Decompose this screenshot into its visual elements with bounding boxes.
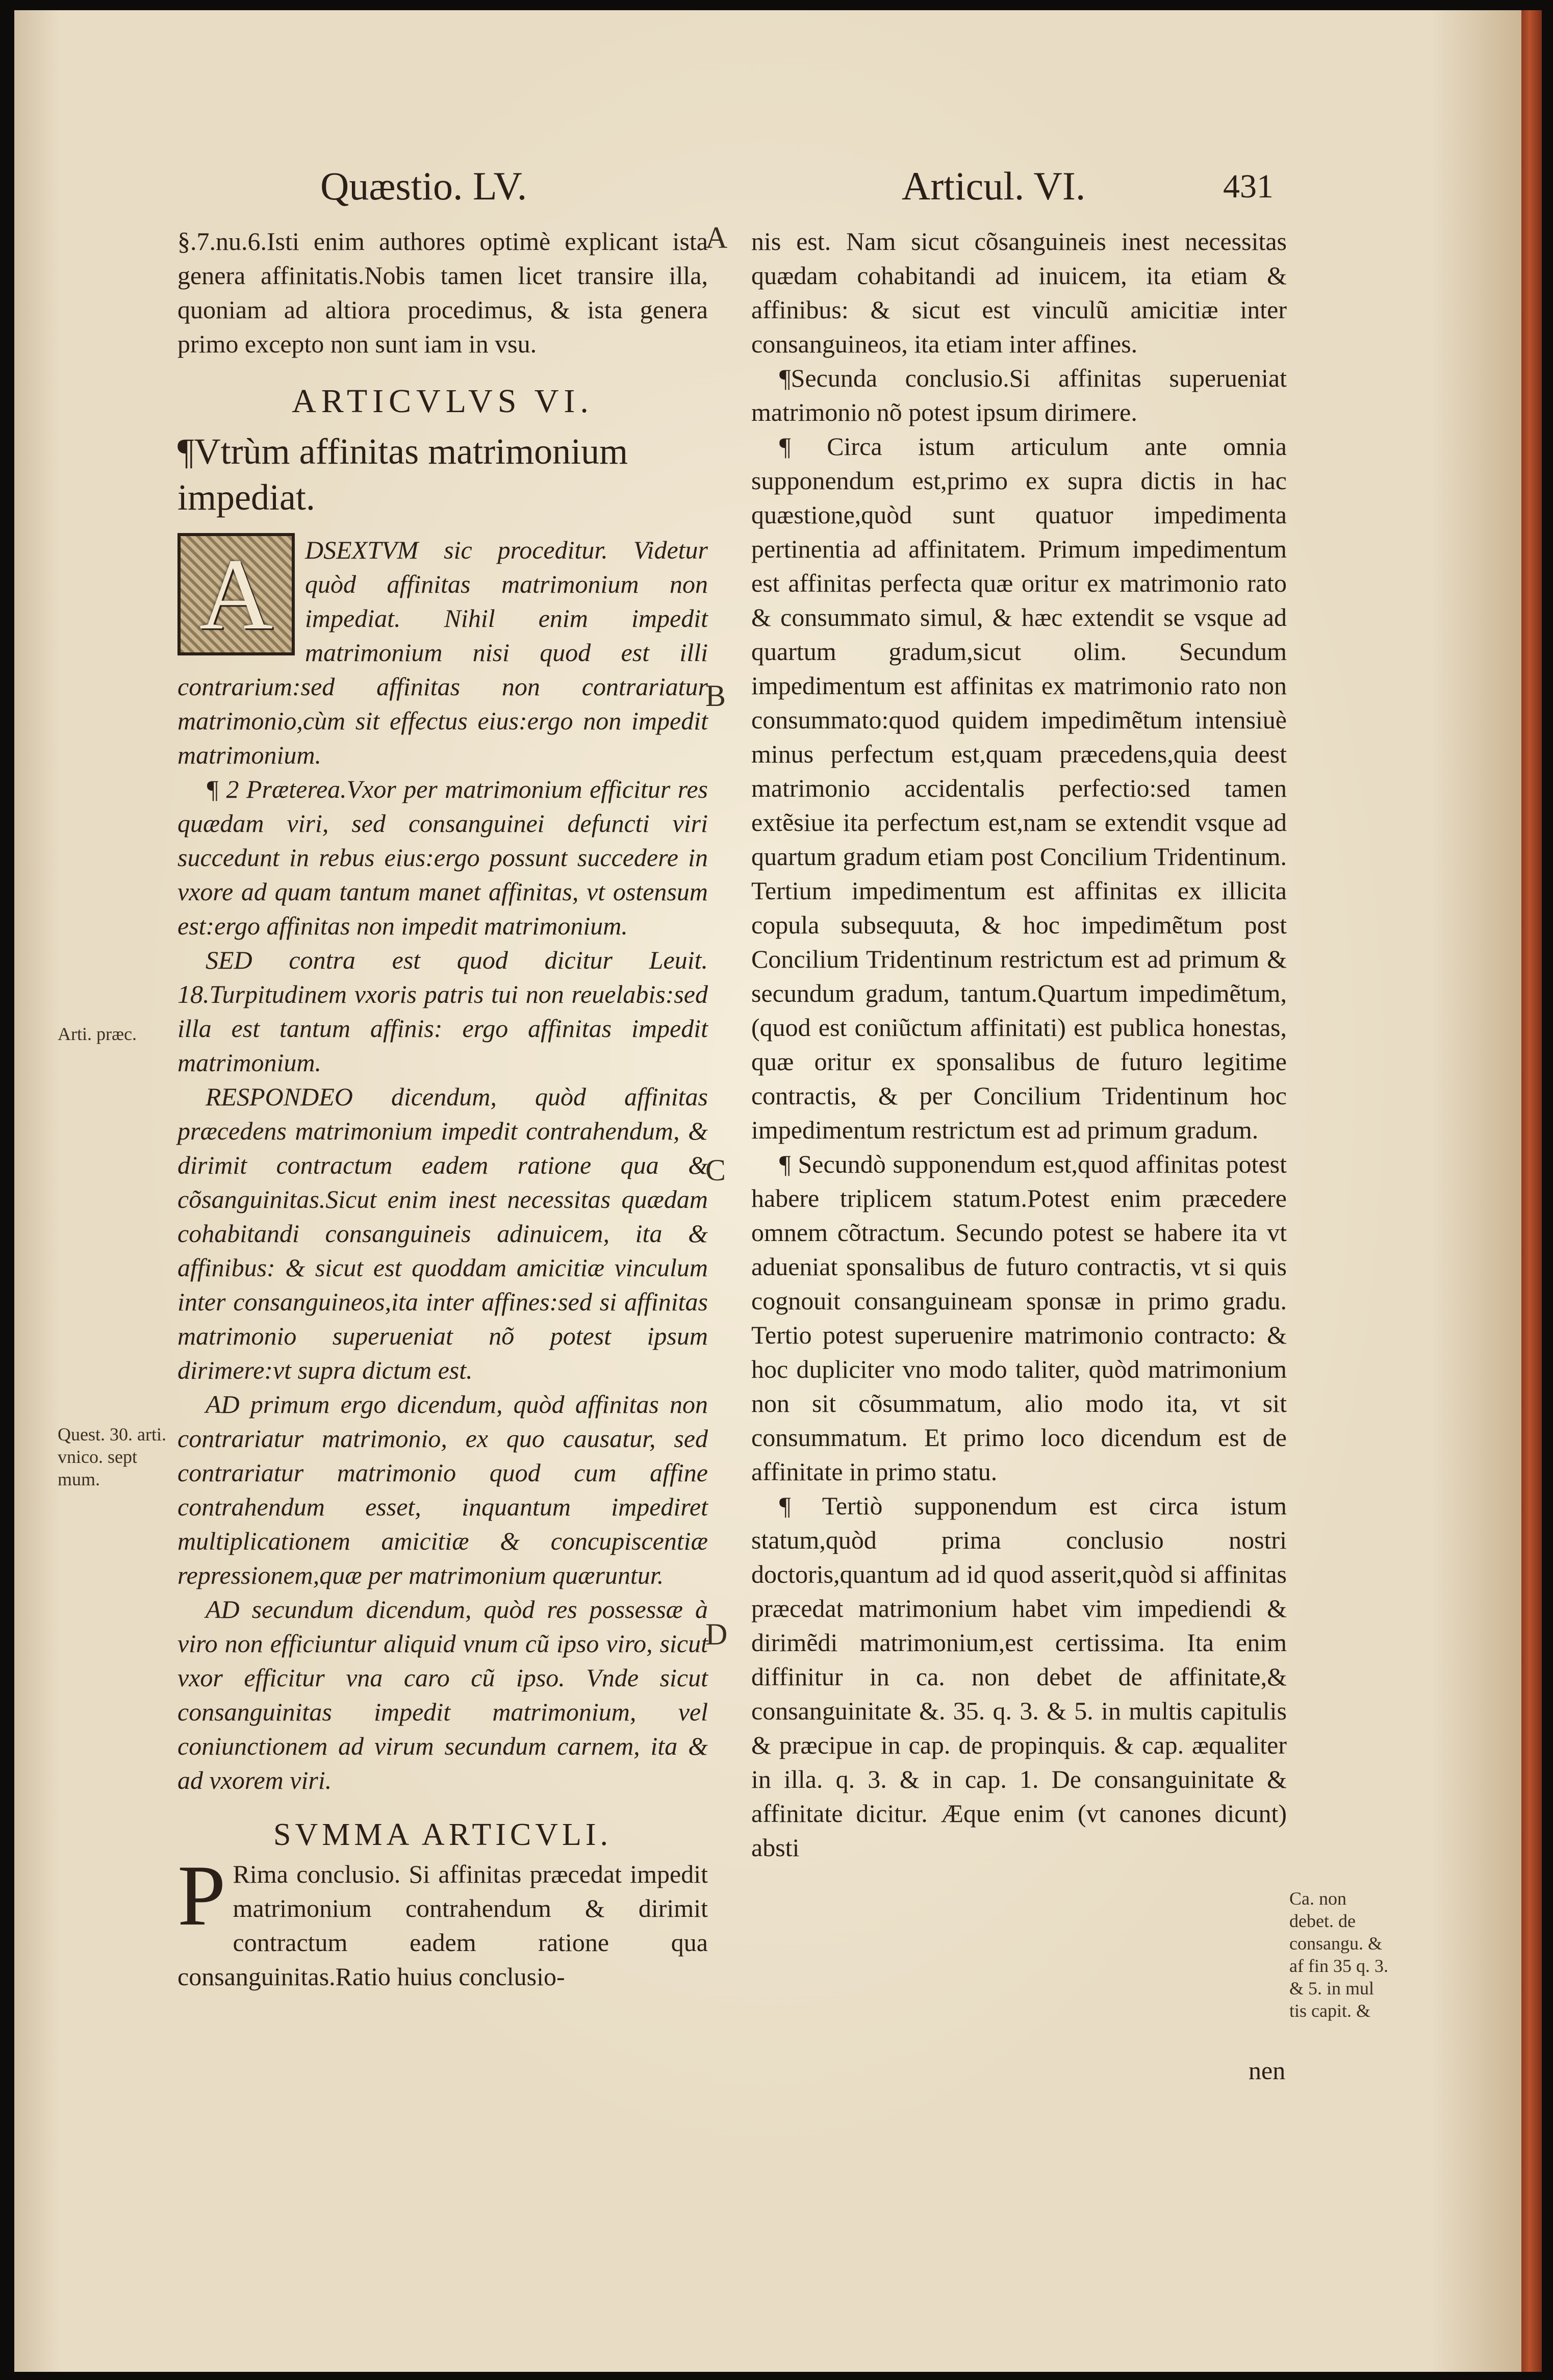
catchword: nen — [1249, 2056, 1286, 2085]
section-marker-d: D — [705, 1617, 728, 1651]
sed-contra — [177, 943, 708, 1080]
margin-note-canon: Ca. non debet. de consangu. & af fin 35 q. 3. & 5. in mul tis capit. & — [1289, 1888, 1388, 2021]
initial-letter: A — [199, 538, 273, 651]
section-marker-a: A — [705, 221, 728, 255]
commentary-2: ¶Secunda conclusio.Si affinitas superueniat matrimonio nõ potest ipsum dirimere. — [751, 364, 1287, 426]
running-head-left: Quæstio. LV. — [320, 164, 527, 208]
small-caps-lead: AD — [206, 1595, 240, 1624]
section-marker-c: C — [705, 1153, 726, 1187]
reply-1-text: primum ergo dicendum, quòd affinitas non contrariatur matrimonio, ex quo causatur, sed contrariatur matrimonio quod cum affine contrahendum esset, inquantum impediret multiplicationem amicitiæ & concupiscentiæ repressionem,quæ per matrimonium quæruntur. — [177, 1390, 708, 1589]
reply-1 — [177, 1387, 708, 1592]
small-caps-lead: DSEXTVM — [305, 536, 419, 564]
ornamental-initial — [177, 533, 295, 655]
right-column — [751, 224, 1287, 1865]
small-caps-lead: SED — [206, 946, 252, 974]
left-column — [177, 224, 708, 1994]
margin-note-arti: Arti. præc. — [58, 1024, 137, 1044]
page-number: 431 — [1223, 168, 1274, 205]
commentary-1: nis est. Nam sicut cõsanguineis inest necessitas quædam cohabitandi ad inuicem, ita etiam & affinibus: & sicut est vinculũ amicitiæ inter consanguineos, ita etiam inter affines. — [751, 227, 1287, 358]
running-head-center: Articul. VI. — [902, 164, 1086, 208]
respondeo — [177, 1080, 708, 1387]
page-edge — [1521, 10, 1542, 2372]
sed-contra-text: contra est quod dicitur Leuit. 18.Turpitudinem vxoris patris tui non reuelabis:sed illa est tantum affinis: ergo affinitas impedit matrimonium. — [177, 946, 708, 1077]
objection-1-text: sic proceditur. Videtur quòd affinitas matrimonium non impediat. Nihil enim impedit matrimonium nisi quod est illi contrarium:sed affinitas non contrariatur matrimonio,cùm sit effectus eius:ergo non impedit matrimonium. — [177, 536, 708, 769]
commentary-4: ¶ Secundò supponendum est,quod affinitas potest habere triplicem statum.Potest enim præcedere omnem cõtractum. Secundo potest se habere ita vt adueniat sponsalibus de futuro contractis, vt si quis cognouit consanguineam sponsæ in primo gradu. Tertio potest superuenire matrimonio contracto: & hoc dupliciter vno modo taliter, quòd matrimonium non sit cõsummatum, alio modo ita, vt sit consummatum. Et primo loco dicendum est de affinitate in primo statu. — [751, 1150, 1287, 1486]
reply-2 — [177, 1592, 708, 1797]
section-marker-b: B — [705, 679, 726, 713]
summa-initial: P — [177, 1847, 226, 1943]
small-caps-lead: AD — [206, 1390, 240, 1419]
commentary-5: ¶ Tertiò supponendum est circa istum statum,quòd prima conclusio nostri doctoris,quantum ad id quod asserit,quòd si affinitas præcedat matrimonium habet vim impediendi & dirimẽdi matrimonium,est certissima. Ita enim diffinitur in ca. non debet de affinitate,& consanguinitate &. 35. q. 3. & 5. in multis capitulis & præcipue in cap. de propinquis. & cap. æqualiter in illa. q. 3. & in cap. 1. De consanguinitate & affinitate dicitur. Æque enim (vt canones dicunt) absti — [751, 1491, 1287, 1862]
reply-2-text: secundum dicendum, quòd res possessæ à viro non efficiuntur aliquid vnum cũ ipso viro, sicut vxor efficitur vna caro cũ ipso. Vnde sicut consanguinitas impedit matrimonium, vel coniunctionem ad virum secundum carnem, ita & ad vxorem viri. — [177, 1595, 708, 1794]
book-page — [14, 10, 1521, 2372]
margin-note-quest: Quest. 30. arti. vnico. sept mum. — [58, 1424, 166, 1489]
small-caps-lead: RESPONDEO — [206, 1082, 353, 1111]
summa-text: Rima conclusio. Si affinitas præcedat impedit matrimonium contrahendum & dirimit contractum eadem ratione qua consanguinitas.Ratio huius conclusio- — [177, 1860, 708, 1991]
summa-heading: SVMMA ARTICVLI. — [273, 1817, 612, 1852]
article-heading: ARTICVLVS VI. — [292, 383, 594, 420]
respondeo-text: dicendum, quòd affinitas præcedens matrimonium impedit contrahendum, & dirimit contractum eadem ratione qua & cõsanguinitas.Sicut enim inest necessitas quædam cohabitandi consanguineis adinuicem, ita & affinibus: & sicut est quoddam amicitiæ vinculum inter consanguineos,ita inter affines:sed si affinitas matrimonio superueniat nõ potest ipsum dirimere:vt supra dictum est. — [177, 1082, 708, 1384]
intro-paragraph: §.7.nu.6.Isti enim authores optimè explicant ista genera affinitatis.Nobis tamen licet transire illa, quoniam ad altiora procedimus, & ista genera primo excepto non sunt iam in vsu. — [177, 227, 708, 358]
commentary-3: ¶ Circa istum articulum ante omnia supponendum est,primo ex supra dictis in hac quæstione,quòd sunt quatuor impedimenta pertinentia ad affinitatem. Primum impedimentum est affinitas perfecta quæ oritur ex matrimonio rato & consummato simul, & hæc extendit se vsque ad quartum gradum,sicut olim. Secundum impedimentum est affinitas ex matrimonio rato non consummato:quod quidem impedimẽtum intensiuè minus perfectum est,quam præcedens,quia deest matrimonio accidentalis perfectio:sed tamen extẽsiue ita perfectum est,nam se extendit vsque ad quartum gradum etiam post Concilium Tridentinum. Tertium impedimentum est affinitas ex illicita copula subsequuta, & hoc impedimẽtum post Concilium Tridentinum restrictum est ad primum & secundum gradum, tantum.Quartum impedimẽtum,(quod est coniũctum affinitati) est publica honestas, quæ oritur ex sponsalibus de futuro legitime contractis, & per Concilium Tridentinum hoc impedimentum restrictum est ad primum gradum. — [751, 432, 1287, 1144]
article-title: ¶Vtrùm affinitas matrimonium impediat. — [177, 431, 628, 518]
objection-2: ¶ 2 Præterea.Vxor per matrimonium efficitur res quædam viri, sed consanguinei defuncti viri succedunt in rebus eius:ergo possunt succedere in vxore ad quam tantum manet affinitas, vt ostensum est:ergo affinitas non impedit matrimonium. — [177, 775, 708, 940]
